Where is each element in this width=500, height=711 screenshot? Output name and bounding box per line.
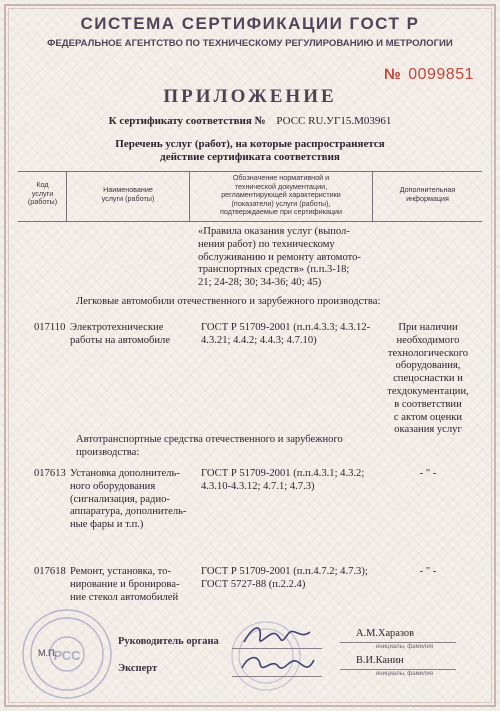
certificate-prefix: К сертификату соответствия №	[108, 115, 266, 127]
table-top-border	[18, 171, 482, 172]
expert-name-hint: инициалы, фамилия	[376, 671, 434, 677]
row-info: - " -	[419, 468, 437, 479]
row-info: - " -	[419, 566, 437, 577]
row-name: Ремонт, установка, то- нирование и бронирова- ние стекол автомобилей	[70, 566, 180, 603]
svg-text:РСС: РСС	[53, 648, 81, 663]
row-name: Электротехнические работы на автомобиле	[70, 322, 171, 346]
row-info: При наличии необходимого технологического оборудования, спецоснастки и техдокументации, в соответствии с актом оценки оказания услуг	[387, 322, 469, 436]
form-number	[384, 66, 474, 84]
certification-seal-stamp	[12, 602, 122, 702]
rules-reference: «Правила оказания услуг (выпол- нения работ) по техническому обслуживанию и ремонту автомото- транспортных средств» (п.п.3-18; 21; 24-28; 30; 34-36; 40; 45)	[198, 226, 361, 289]
row-code: 017613	[34, 468, 66, 479]
table-header-bottom-border	[18, 221, 482, 222]
expert-name: В.И.Канин	[356, 655, 404, 666]
header-name: Наименование услуги (работы)	[101, 185, 155, 203]
expert-label: Эксперт	[118, 663, 158, 674]
certificate-number: РОСС RU.УГ15.М03961	[276, 115, 392, 127]
system-title: СИСТЕМА СЕРТИФИКАЦИИ ГОСТ Р	[80, 14, 420, 33]
number-sign: №	[384, 66, 402, 83]
list-title-line-1: Перечень услуг (работ), на которые распространяется	[115, 138, 385, 150]
seal-label: М.П.	[38, 648, 57, 658]
number-value: 0099851	[408, 66, 474, 83]
head-signature-line	[232, 648, 322, 649]
header-docs: Обозначение нормативной и технической документации, регламентирующей характеристики (показатели) услуги (работы), подтверждаемые при сертификации	[219, 173, 343, 217]
section-motor-vehicles: Автотранспортные средства отечественного и зарубежного производства:	[76, 434, 343, 458]
page-heading: ПРИЛОЖЕНИЕ	[163, 86, 337, 107]
head-name: А.М.Харазов	[356, 628, 415, 639]
agency-name: ФЕДЕРАЛЬНОЕ АГЕНТСТВО ПО ТЕХНИЧЕСКОМУ РЕГУЛИРОВАНИЮ И МЕТРОЛОГИИ	[47, 38, 453, 49]
expert-signature-line	[232, 676, 322, 677]
row-docs: ГОСТ Р 51709-2001 (п.п.4.7.2; 4.7.3); ГОСТ 5727-88 (п.2.2.4)	[201, 566, 368, 590]
head-name-hint: инициалы, фамилия	[376, 644, 434, 650]
list-title	[0, 138, 500, 164]
row-name: Установка дополнитель- ного оборудования (сигнализация, радио- аппаратура, дополнитель- ные фары и т.п.)	[70, 468, 187, 531]
list-title-line-2: действие сертификата соответствия	[160, 151, 340, 163]
header-info: Дополнительная информация	[399, 185, 456, 203]
certificate-reference	[0, 115, 500, 127]
row-code: 017110	[34, 322, 66, 333]
row-docs: ГОСТ Р 51709-2001 (п.п.4.3.1; 4.3.2; 4.3.10-4.3.12; 4.7.1; 4.7.3)	[201, 468, 365, 492]
row-code: 017618	[34, 566, 66, 577]
section-passenger-cars: Легковые автомобили отечественного и зарубежного производства:	[76, 296, 381, 307]
head-label: Руководитель органа	[118, 636, 219, 647]
expert-name-line	[340, 669, 456, 670]
head-name-line	[340, 642, 456, 643]
header-code: Код услуги (работы)	[27, 180, 58, 207]
row-docs: ГОСТ Р 51709-2001 (п.п.4.3.3; 4.3.12- 4.3.21; 4.4.2; 4.4.3; 4.7.10)	[201, 322, 371, 346]
